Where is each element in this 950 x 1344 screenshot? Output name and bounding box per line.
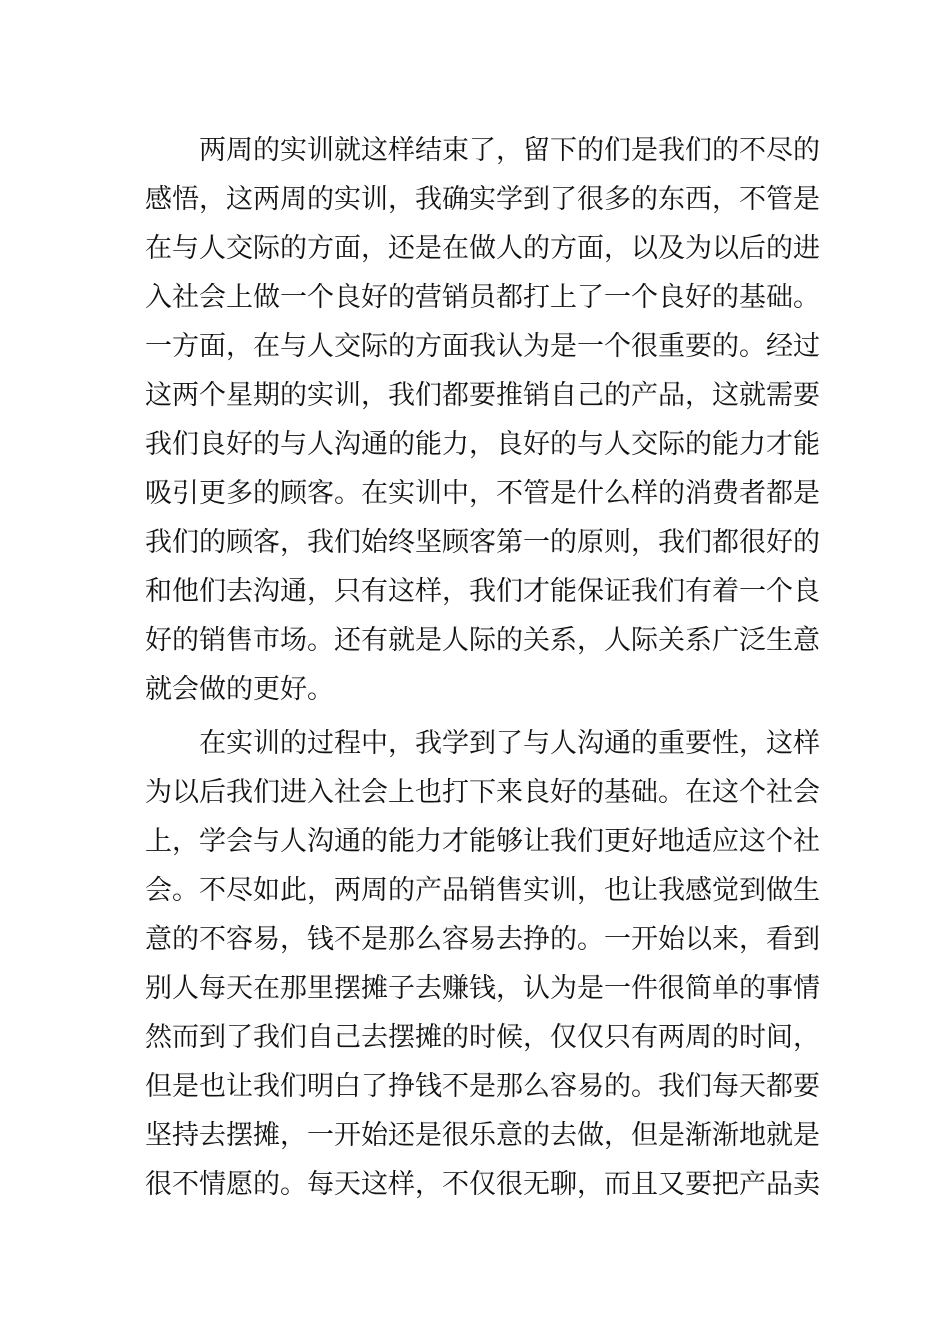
- paragraph-2-line-10: 很不情愿的。每天这样，不仅很无聊，而且又要把产品卖: [145, 1169, 820, 1200]
- paragraph-2-line-2: 为以后我们进入社会上也打下来良好的基础。在这个社会: [145, 777, 820, 808]
- paragraph-1-line-5: 一方面，在与人交际的方面我认为是一个很重要的。经过: [145, 331, 820, 362]
- paragraph-1-line-4: 入社会上做一个良好的营销员都打上了一个良好的基础。: [145, 282, 820, 313]
- paragraph-1-line-12: 就会做的更好。: [145, 674, 334, 705]
- paragraph-2-line-9: 坚持去摆摊，一开始还是很乐意的去做，但是渐渐地就是: [145, 1120, 820, 1151]
- paragraph-2-line-4: 会。不尽如此，两周的产品销售实训，也让我感觉到做生: [145, 875, 820, 906]
- paragraph-1-line-8: 吸引更多的顾客。在实训中，不管是什么样的消费者都是: [145, 478, 820, 509]
- paragraph-2-line-3: 上，学会与人沟通的能力才能够让我们更好地适应这个社: [145, 826, 820, 857]
- paragraph-1-line-3: 在与人交际的方面，还是在做人的方面，以及为以后的进: [145, 233, 820, 264]
- paragraph-1-line-7: 我们良好的与人沟通的能力，良好的与人交际的能力才能: [145, 429, 820, 460]
- paragraph-1-line-6: 这两个星期的实训，我们都要推销自己的产品，这就需要: [145, 380, 820, 411]
- paragraph-2-line-8: 但是也让我们明白了挣钱不是那么容易的。我们每天都要: [145, 1071, 820, 1102]
- paragraph-2-line-6: 别人每天在那里摆摊子去赚钱，认为是一件很简单的事情: [145, 973, 820, 1004]
- paragraph-1-line-9: 我们的顾客，我们始终坚顾客第一的原则，我们都很好的: [145, 527, 820, 558]
- paragraph-2-line-1: 在实训的过程中，我学到了与人沟通的重要性，这样: [199, 728, 820, 759]
- paragraph-1-line-2: 感悟，这两周的实训，我确实学到了很多的东西，不管是: [145, 184, 820, 215]
- paragraph-1-line-11: 好的销售市场。还有就是人际的关系，人际关系广泛生意: [145, 625, 820, 656]
- paragraph-2-line-7: 然而到了我们自己去摆摊的时候，仅仅只有两周的时间，: [145, 1022, 820, 1053]
- paragraph-1-line-1: 两周的实训就这样结束了，留下的们是我们的不尽的: [199, 135, 820, 166]
- paragraph-2-line-5: 意的不容易，钱不是那么容易去挣的。一开始以来，看到: [145, 924, 820, 955]
- paragraph-1-line-10: 和他们去沟通，只有这样，我们才能保证我们有着一个良: [145, 576, 820, 607]
